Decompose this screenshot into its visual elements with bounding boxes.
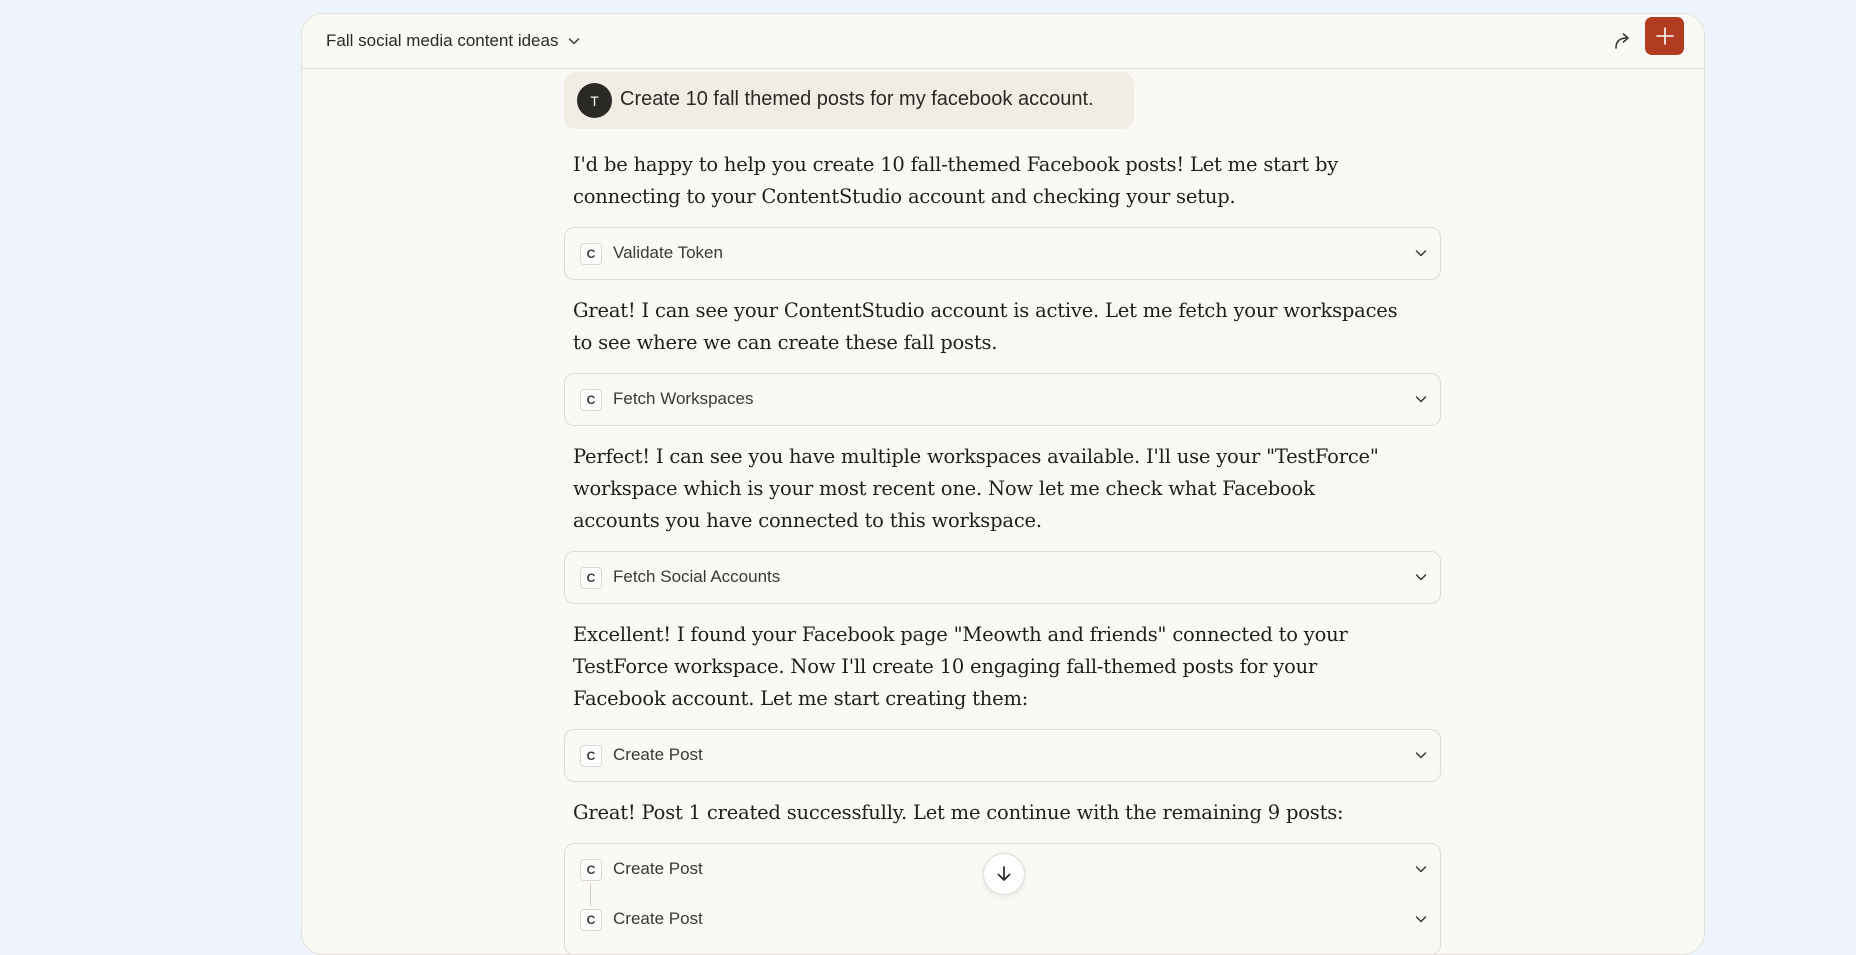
tool-badge: C <box>580 859 602 881</box>
chevron-down-icon <box>1413 569 1429 585</box>
tool-badge: C <box>580 243 602 265</box>
tool-label[interactable]: Create Post <box>613 909 703 928</box>
share-icon <box>1612 30 1634 52</box>
arrow-down-icon <box>994 864 1014 884</box>
tool-badge: C <box>580 745 602 767</box>
tool-label: Create Post <box>613 745 703 764</box>
tool-label: Fetch Workspaces <box>613 389 754 408</box>
top-bar <box>302 14 1704 69</box>
user-message-text: Create 10 fall themed posts for my facebook account. <box>620 88 1094 110</box>
share-button[interactable] <box>1608 26 1638 56</box>
plus-icon <box>1655 26 1675 46</box>
chat-panel <box>301 13 1705 955</box>
tool-badge: C <box>580 909 602 931</box>
scroll-to-bottom-button[interactable] <box>983 853 1025 895</box>
chevron-down-icon <box>1413 391 1429 407</box>
connector-line <box>590 884 591 906</box>
tool-call-create-post[interactable] <box>564 729 1441 782</box>
chevron-down-icon <box>1413 747 1429 763</box>
tool-call-fetch-workspaces[interactable] <box>564 373 1441 426</box>
tool-badge: C <box>580 567 602 589</box>
user-message <box>564 72 1134 129</box>
tool-label: Fetch Social Accounts <box>613 567 781 586</box>
new-chat-button[interactable] <box>1645 17 1684 55</box>
tool-badge: C <box>580 389 602 411</box>
assistant-message: Great! Post 1 created successfully. Let me continue with the remaining 9 posts: <box>573 801 1344 824</box>
tool-call-fetch-social-accounts[interactable] <box>564 551 1441 604</box>
assistant-message: Perfect! I can see you have multiple workspaces available. I'll use your "TestForce" workspace which is your most recent one. Now let me check what Facebook accounts you have connected to this workspace. <box>573 445 1379 532</box>
tool-label[interactable]: Create Post <box>613 859 703 878</box>
assistant-message: I'd be happy to help you create 10 fall-themed Facebook posts! Let me start by connecting to your ContentStudio account and checking your setup. <box>573 153 1339 208</box>
tool-label: Validate Token <box>613 243 723 262</box>
chevron-down-icon <box>1413 245 1429 261</box>
chevron-down-icon[interactable] <box>1413 861 1429 877</box>
chevron-down-icon[interactable] <box>1413 911 1429 927</box>
tool-call-validate-token[interactable] <box>564 227 1441 280</box>
conversation-title: Fall social media content ideas <box>326 31 559 50</box>
avatar: T <box>577 83 612 118</box>
assistant-message: Excellent! I found your Facebook page "Meowth and friends" connected to your TestForce workspace. Now I'll create 10 engaging fall-themed posts for your Facebook account. Let me start creating them: <box>573 623 1348 710</box>
chevron-down-icon <box>566 33 582 49</box>
conversation-title-menu[interactable] <box>326 28 582 54</box>
assistant-message: Great! I can see your ContentStudio account is active. Let me fetch your workspaces to see where we can create these fall posts. <box>573 299 1398 354</box>
